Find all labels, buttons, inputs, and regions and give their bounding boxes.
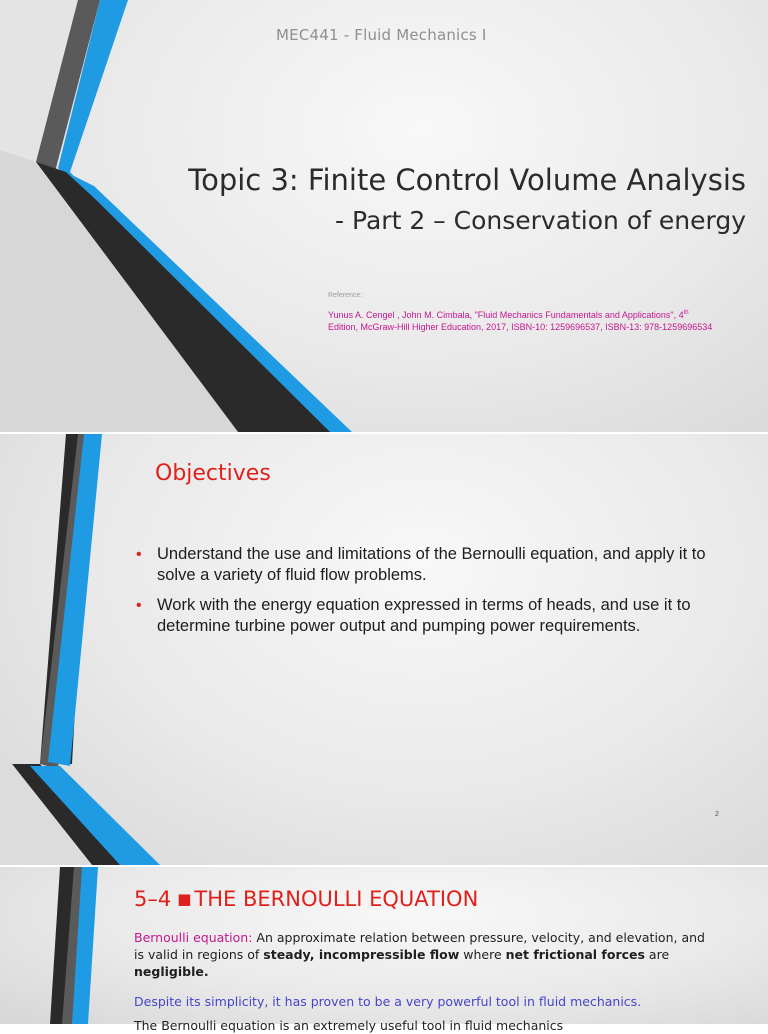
list-item [134,544,724,586]
slide-title-text: Topic 3: Finite Control Volume Analysis [188,163,746,197]
slide-subtitle-text: - Part 2 – Conservation of energy [335,206,746,235]
section-title: THE BERNOULLI EQUATION [194,887,479,911]
partial-paragraph: The Bernoulli equation is an extremely useful tool in fluid mechanics [134,1018,564,1033]
reference-superscript: th [683,310,689,316]
definition-bold: negligible. [134,964,209,979]
page-number: 2 [715,811,719,818]
definition-text: are [644,947,670,962]
reference-line2: Edition, McGraw-Hill Higher Education, 2017, ISBN-10: 1259696537, ISBN-13: 978-1259696534 [328,322,713,332]
reference-label: Reference: [328,292,363,299]
reference-line1: Yunus A. Cengel , John M. Cimbala, "Fluid Mechanics Fundamentals and Applications", 4 [328,310,684,320]
definition-term: Bernoulli equation: [134,930,253,945]
section-number: 5–4 [134,887,172,911]
definition-paragraph [134,929,714,980]
decorative-stripes [0,434,768,865]
slide-bernoulli [0,867,768,1033]
objectives-list [134,544,724,646]
bullet-text: Work with the energy equation expressed in terms of heads, and use it to determine turbine power output and pumping power requirements. [157,596,691,635]
definition-text: An approximate relation between pressure, velocity, and elevation, and is valid in regions of [134,930,705,962]
definition-text: where [459,947,506,962]
definition-bold: net frictional forces [505,947,645,962]
square-icon: ■ [177,890,192,908]
section-heading [134,887,478,911]
bullet-text: Understand the use and limitations of the Bernoulli equation, and apply it to solve a variety of fluid flow problems. [157,545,706,584]
course-code: MEC441 - Fluid Mechanics I [276,26,487,44]
slide-objectives [0,434,768,865]
bullet-point: • [136,597,142,614]
definition-bold: steady, incompressible flow [263,947,460,962]
reference-text [328,307,738,333]
slide-title [0,0,768,432]
list-item [134,595,724,637]
highlight-paragraph: Despite its simplicity, it has proven to be a very powerful tool in fluid mechanics. [134,994,642,1009]
objectives-title: Objectives [155,461,271,486]
bullet-point: • [136,546,142,563]
